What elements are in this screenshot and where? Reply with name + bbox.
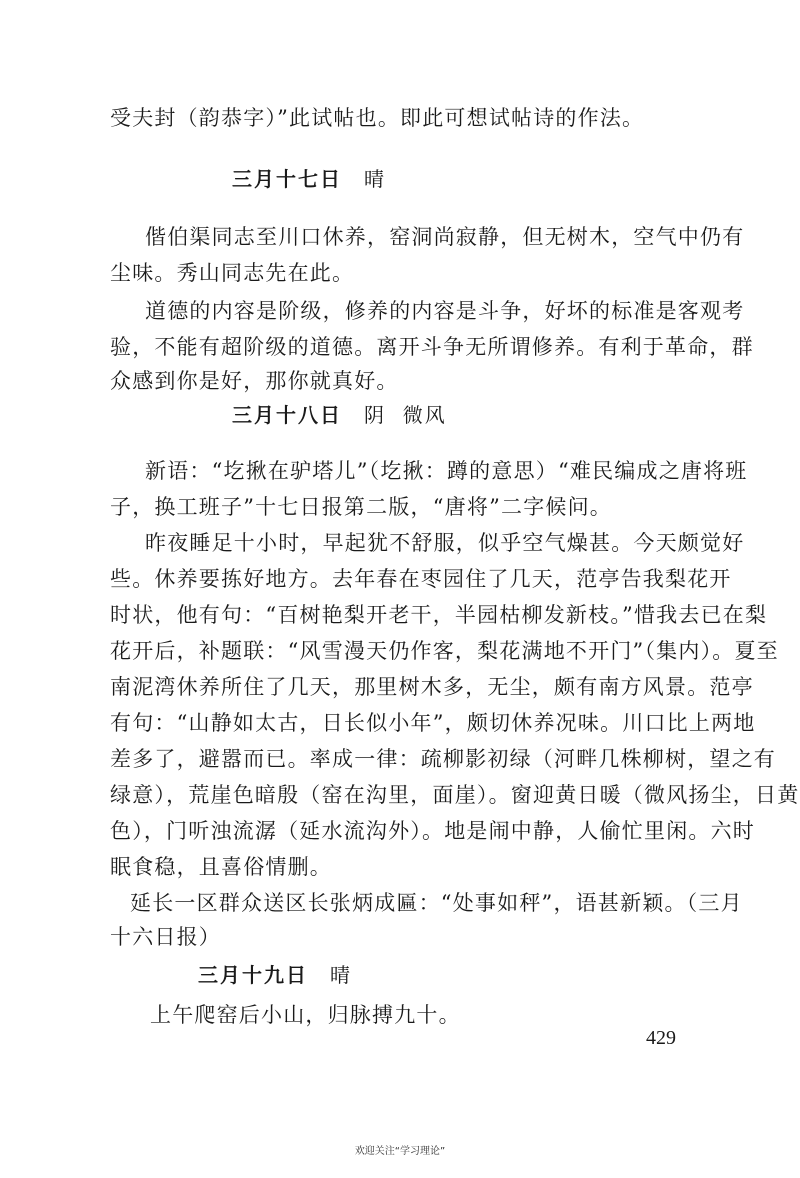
text-line: 延长一区群众送区长张炳成匾：“处事如秤”，语甚新颖。（三月	[130, 891, 743, 915]
text-line: 道德的内容是阶级，修养的内容是斗争，好坏的标准是客观考	[145, 299, 745, 323]
text-line: 些。休养要拣好地方。去年春在枣园住了几天，范亭告我梨花开	[110, 567, 732, 591]
text-line: 偕伯渠同志至川口休养，窑洞尚寂静，但无树木，空气中仍有	[145, 225, 745, 249]
page-number: 429	[646, 1027, 676, 1049]
text-line: 眠食稳，且喜俗情删。	[110, 855, 332, 879]
text-line: 差多了，避嚣而已。率成一律：疏柳影初绿（河畔几株柳树，望之有	[110, 747, 776, 771]
text-line: 花开后，补题联：“风雪漫天仍作客，梨花满地不开门”（集内）。夏至	[110, 639, 779, 663]
text-line: 尘味。秀山同志先在此。	[110, 261, 355, 285]
entry-weather: 阴 微风	[364, 403, 447, 427]
text-line: 时状，他有句：“百树艳梨开老干，半园枯柳发新枝。”惜我去已在梨	[110, 603, 768, 627]
text-line: 南泥湾休养所住了几天，那里树木多，无尘，颇有南方风景。范亭	[110, 675, 754, 699]
footer-note: 欢迎关注“学习理论”	[354, 1146, 446, 1157]
text-line: 绿意），荒崖色暗殷（窑在沟里，面崖）。窗迎黄日暖（微风扬尘，日黄	[110, 783, 800, 807]
text-line: 有句：“山静如太古，日长似小年”，颇切休养况味。川口比上两地	[110, 711, 756, 735]
text-line: 子，换工班子”十七日报第二版，“唐将”二字候问。	[110, 495, 613, 519]
entry-heading-march-18	[232, 400, 447, 430]
entry-heading-march-19	[198, 960, 352, 990]
text-line: 十六日报）	[110, 925, 221, 949]
text-line: 众感到你是好，那你就真好。	[110, 369, 399, 393]
entry-weather: 晴	[330, 963, 352, 987]
text-line: 上午爬窑后小山，归脉搏九十。	[150, 1003, 461, 1027]
text-line: 验，不能有超阶级的道德。离开斗争无所谓修养。有利于革命，群	[110, 335, 754, 359]
entry-date: 三月十八日	[232, 403, 342, 427]
text-line: 新语：“圪揪在驴塔儿”（圪揪：蹲的意思）“难民编成之唐将班	[145, 459, 748, 483]
entry-date: 三月十七日	[232, 167, 342, 191]
text-line: 昨夜睡足十小时，早起犹不舒服，似乎空气燥甚。今天颇觉好	[145, 531, 745, 555]
entry-weather: 晴	[364, 167, 386, 191]
text-line: 受夫封（韵恭字）”此试帖也。即此可想试帖诗的作法。	[110, 106, 645, 130]
text-line: 色），门听浊流潺（延水流沟外）。地是闹中静，人偷忙里闲。六时	[110, 819, 755, 843]
entry-date: 三月十九日	[198, 963, 308, 987]
entry-heading-march-17	[232, 164, 386, 194]
